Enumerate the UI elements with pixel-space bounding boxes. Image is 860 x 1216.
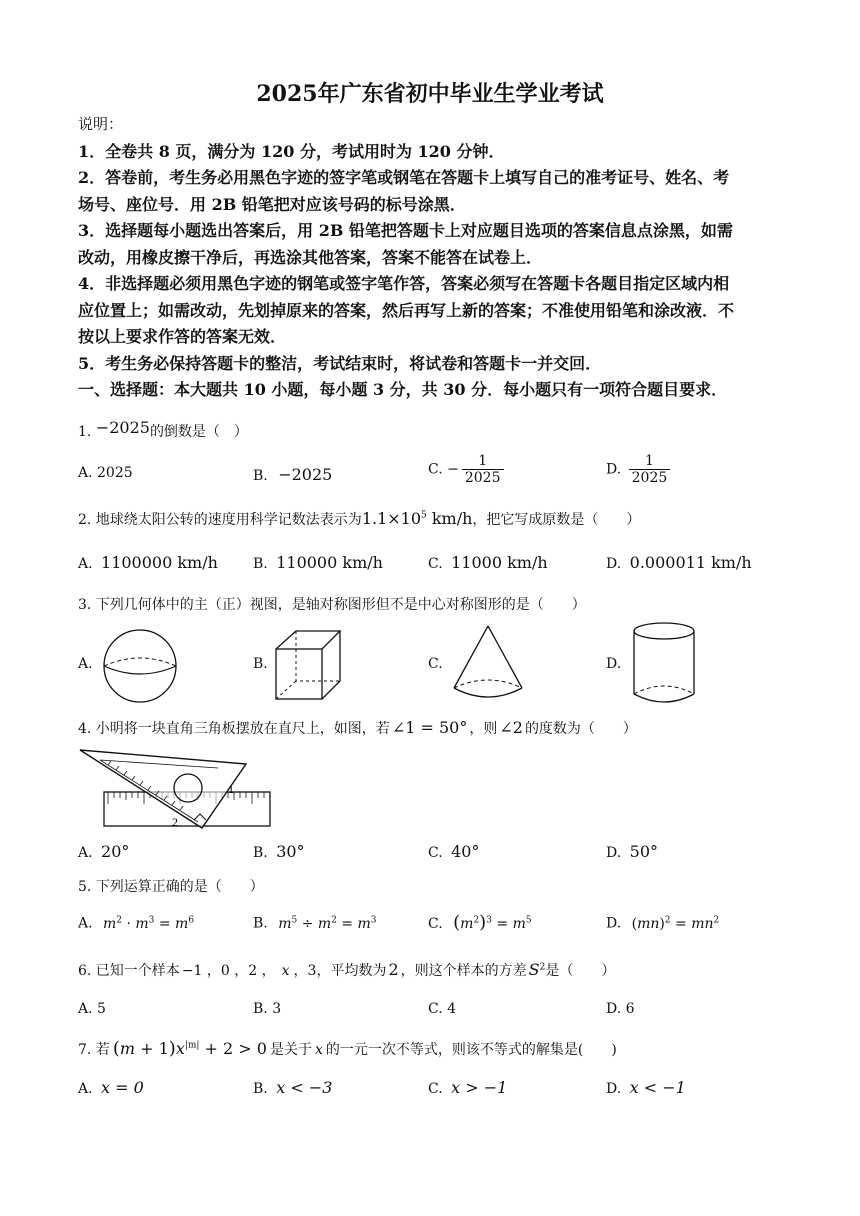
- q5-option-a[interactable]: A. $m^2 \cdot m^3 = m^6$: [78, 915, 195, 932]
- page-title: 2025年广东省初中毕业生学业考试: [256, 81, 604, 107]
- cone-figure: [450, 624, 526, 702]
- q4-option-a[interactable]: A. 20°: [78, 842, 130, 861]
- instruction-line: 改动，用橡皮擦干净后，再选涂其他答案，答案不能答在试卷上．: [78, 248, 543, 267]
- q7-option-a[interactable]: A. x = 0: [78, 1078, 144, 1097]
- instruction-line: 2．答卷前，考生务必用黑色字迹的签字笔或钢笔在答题卡上填写自己的准考证号、姓名、考: [78, 168, 730, 187]
- q3-option-d[interactable]: D.: [606, 656, 622, 672]
- q1-option-c[interactable]: C. − $\frac{1}{2025}$: [428, 453, 504, 486]
- q5-option-d[interactable]: D. $(mn)^2 = mn^2$: [606, 915, 720, 932]
- q2-option-a[interactable]: A. 1100000 km/h: [78, 553, 218, 572]
- q4-option-b[interactable]: B. 30°: [253, 842, 305, 861]
- question-2: 2. 地球绕太阳公转的速度用科学记数法表示为$1.1\times 10^5$ km/h，把它写成原数是（ ）: [78, 509, 641, 528]
- q6-option-d[interactable]: D. 6: [606, 1001, 635, 1017]
- q2-expression: $1.1\times 10^5$ km/h: [361, 509, 473, 528]
- fraction: $\frac{1}{2025}$: [462, 453, 504, 486]
- q7-option-b[interactable]: B. x < −3: [253, 1078, 333, 1097]
- instruction-line: 按以上要求作答的答案无效．: [78, 327, 287, 346]
- q7-option-d[interactable]: D. x < −1: [606, 1078, 686, 1097]
- q6-option-b[interactable]: B. 3: [253, 1001, 282, 1017]
- instruction-line: 1．全卷共 8 页，满分为 120 分，考试用时为 120 分钟．: [78, 142, 505, 161]
- q2-option-c[interactable]: C. 11000 km/h: [428, 553, 548, 572]
- question-4: 4. 小明将一块直角三角板摆放在直尺上，如图，若 ∠1 = 50° ，则 ∠2 的度数为（ ）: [78, 718, 637, 737]
- instruction-line: 应位置上；如需改动，先划掉原来的答案，然后再写上新的答案；不准使用铅笔和涂改液．不: [78, 301, 735, 320]
- q3-option-b[interactable]: B.: [253, 656, 268, 672]
- q5-option-c[interactable]: C. $(m^2)^3 = m^5$: [428, 912, 532, 933]
- sphere-figure: [100, 628, 180, 704]
- instructions-header: 说明：: [78, 115, 124, 133]
- question-3: 3. 下列几何体中的主（正）视图，是轴对称图形但不是中心对称图形的是（ ）: [78, 597, 586, 613]
- q2-option-b[interactable]: B. 110000 km/h: [253, 553, 383, 572]
- q7-option-c[interactable]: C. x > −1: [428, 1078, 508, 1097]
- instruction-line: 3．选择题每小题选出答案后，用 2B 铅笔把答题卡上对应题目选项的答案信息点涂黑，如需: [78, 221, 733, 240]
- angle-2-label: 2: [172, 815, 178, 829]
- q4-angle2: ∠2: [499, 718, 523, 737]
- q4-angle1: ∠1 = 50°: [391, 718, 468, 737]
- q3-option-a[interactable]: A.: [78, 656, 93, 672]
- instruction-line: 5．考生务必保持答题卡的整洁，考试结束时，将试卷和答题卡一并交回．: [78, 354, 602, 373]
- question-5: 5. 下列运算正确的是（ ）: [78, 879, 264, 895]
- angle-1-label: 1: [228, 782, 234, 796]
- q3-option-c[interactable]: C.: [428, 656, 443, 672]
- q1-option-d[interactable]: D. $\frac{1}{2025}$: [606, 453, 670, 486]
- q5-option-b[interactable]: B. $m^5 \div m^2 = m^3$: [253, 915, 377, 932]
- question-1: 1. −2025的倒数是（ ）: [78, 418, 248, 440]
- instruction-line: 场号、座位号．用 2B 铅笔把对应该号码的标号涂黑．: [78, 195, 466, 214]
- q1-option-b[interactable]: B. −2025: [253, 465, 333, 484]
- q6-option-c[interactable]: C. 4: [428, 1001, 457, 1017]
- q1-option-a[interactable]: A. 2025: [78, 465, 133, 481]
- cube-figure: [274, 627, 344, 705]
- q4-option-c[interactable]: C. 40°: [428, 842, 480, 861]
- fraction: $\frac{1}{2025}$: [629, 453, 671, 486]
- instruction-line: 4．非选择题必须用黑色字迹的钢笔或签字笔作答，答案必须写在答题卡各题目指定区域内相: [78, 274, 730, 293]
- question-6: 6. 已知一个样本 −1 ，0 ，2 ， x ，3，平均数为 2 ，则这个样本的方差 $S^2$是（ ）: [78, 960, 616, 979]
- section-heading: 一、选择题：本大题共 10 小题，每小题 3 分，共 30 分．每小题只有一项符合题目要求．: [78, 380, 728, 399]
- ruler-triangle-figure: [78, 748, 278, 832]
- q6-option-a[interactable]: A. 5: [78, 1001, 106, 1017]
- cylinder-figure: [630, 620, 698, 708]
- q4-option-d[interactable]: D. 50°: [606, 842, 658, 861]
- q2-option-d[interactable]: D. 0.000011 km/h: [606, 553, 752, 572]
- question-7: 7. 若 $(m + 1)x^{|m|} + 2 > 0$ 是关于 x 的一元一次不等式，则该不等式的解集是( ): [78, 1038, 617, 1059]
- q1-expression: −2025: [95, 418, 150, 437]
